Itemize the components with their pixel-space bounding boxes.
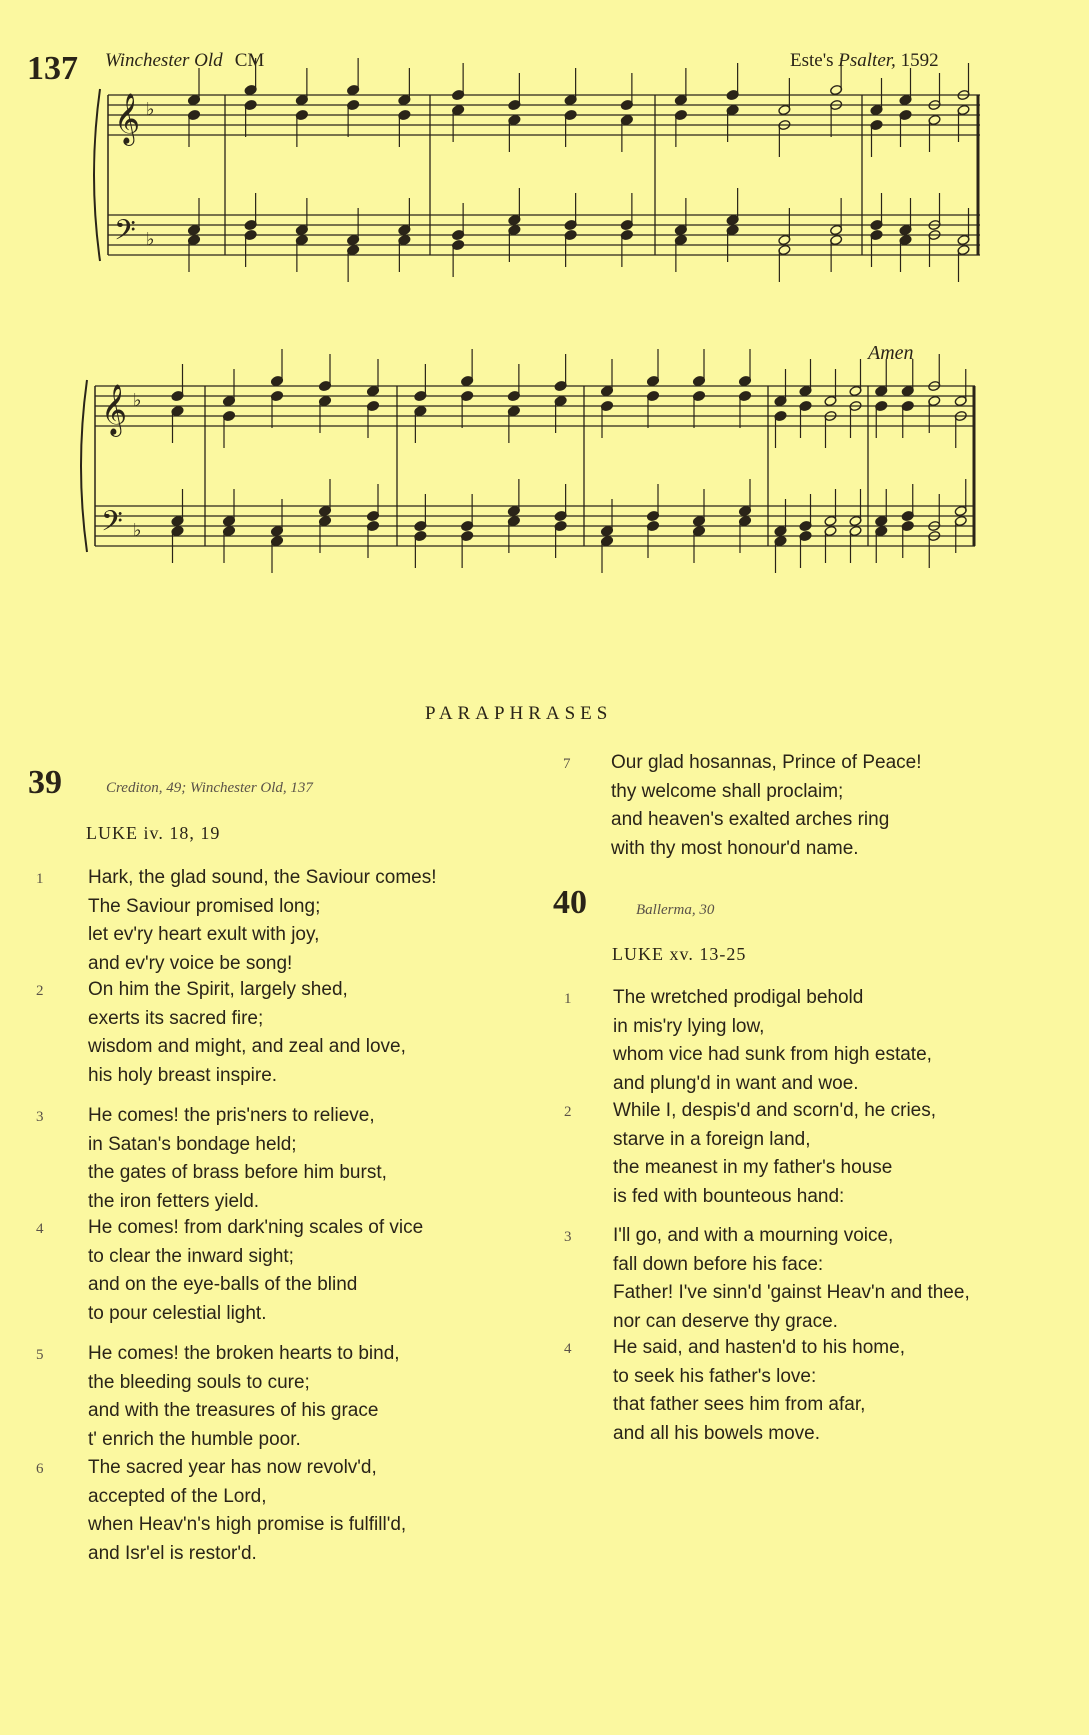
verse-line: is fed with bounteous hand:: [613, 1185, 845, 1207]
verse-line: The wretched prodigal behold: [613, 987, 864, 1008]
verse-number: 2: [36, 983, 44, 999]
verse-line: While I, despis'd and scorn'd, he cries,: [613, 1100, 937, 1121]
paraphrase-39-scripture: LUKE iv. 18, 19: [86, 823, 221, 843]
section-title: PARAPHRASES: [425, 703, 613, 724]
verse-line: and on the eye-balls of the blind: [88, 1274, 358, 1295]
verse-number: 2: [564, 1104, 572, 1120]
verse-line: and ev'ry voice be song!: [88, 952, 293, 974]
verse-line: The Saviour promised long;: [88, 895, 321, 917]
clef: 𝄞: [101, 384, 128, 435]
verse-line: to seek his father's love:: [613, 1365, 817, 1387]
verse-line: to clear the inward sight;: [88, 1245, 294, 1267]
source-year: 1592: [900, 50, 939, 71]
verse: [88, 1454, 406, 1568]
verse: [88, 1340, 400, 1454]
verse: [88, 1102, 387, 1216]
key-flat: ♭: [146, 229, 155, 249]
paraphrase-40-tunes: Ballerma, 30: [636, 902, 715, 918]
verse-line: and plung'd in want and woe.: [613, 1072, 859, 1094]
key-flat: ♭: [133, 520, 142, 540]
verse-line: in mis'ry lying low,: [613, 1015, 765, 1037]
verse-number: 1: [564, 991, 572, 1007]
verse-line: the bleeding souls to cure;: [88, 1371, 310, 1393]
verse: [613, 1222, 970, 1336]
verse-line: The sacred year has now revolv'd,: [88, 1457, 377, 1478]
verse-line: to pour celestial light.: [88, 1302, 267, 1324]
verse-line: his holy breast inspire.: [88, 1064, 278, 1086]
verse-line: whom vice had sunk from high estate,: [613, 1044, 932, 1065]
verse-line: Father! I've sinn'd 'gainst Heav'n and thee,: [613, 1282, 970, 1303]
verse-line: He said, and hasten'd to his home,: [613, 1337, 905, 1358]
meter: CM: [234, 50, 265, 71]
verse-number: 5: [36, 1347, 44, 1363]
clef: 𝄢: [101, 505, 123, 545]
verse-line: and Isr'el is restor'd.: [88, 1542, 257, 1564]
verse-number: 3: [564, 1229, 572, 1245]
verse-line: when Heav'n's high promise is fulfill'd,: [88, 1514, 407, 1535]
verse: [88, 976, 406, 1090]
source-name: Este's: [790, 50, 834, 71]
verse-line: with thy most honour'd name.: [611, 837, 859, 859]
clef: 𝄢: [114, 214, 136, 254]
verse-line: Our glad hosannas, Prince of Peace!: [611, 752, 922, 773]
hymn-number: 137: [27, 50, 78, 87]
verse-line: the gates of brass before him burst,: [88, 1162, 387, 1183]
verse-number: 1: [36, 871, 44, 887]
verse-line: He comes! the broken hearts to bind,: [88, 1343, 400, 1364]
verse: [611, 749, 922, 863]
verse-line: exerts its sacred fire;: [88, 1007, 264, 1029]
verse-line: He comes! the pris'ners to relieve,: [88, 1105, 375, 1126]
verse-line: and with the treasures of his grace: [88, 1400, 379, 1421]
verse-line: He comes! from dark'ning scales of vice: [88, 1217, 424, 1238]
key-flat: ♭: [146, 99, 155, 119]
clef: 𝄞: [114, 93, 141, 144]
verse-line: nor can deserve thy grace.: [613, 1310, 838, 1332]
system-brace: [94, 89, 100, 261]
verse-line: and all his bowels move.: [613, 1422, 820, 1444]
verse-line: thy welcome shall proclaim;: [611, 780, 844, 802]
verse: [88, 864, 437, 978]
verse-line: wisdom and might, and zeal and love,: [88, 1036, 406, 1057]
verse-line: the iron fetters yield.: [88, 1190, 260, 1212]
verse-number: 4: [564, 1341, 572, 1357]
amen-label: Amen: [868, 342, 914, 364]
verse: [613, 984, 932, 1098]
verse-line: in Satan's bondage held;: [88, 1133, 297, 1155]
verse-line: Hark, the glad sound, the Saviour comes!: [88, 867, 437, 888]
verse-line: fall down before his face:: [613, 1253, 824, 1275]
verse-line: let ev'ry heart exult with joy,: [88, 924, 320, 945]
verse-line: accepted of the Lord,: [88, 1485, 267, 1507]
verse: [613, 1334, 905, 1448]
verse-line: I'll go, and with a mourning voice,: [613, 1225, 894, 1246]
paraphrase-39-number: 39: [28, 764, 62, 801]
verse-line: On him the Spirit, largely shed,: [88, 979, 348, 1000]
verse-line: and heaven's exalted arches ring: [611, 809, 890, 830]
verse-number: 4: [36, 1221, 44, 1237]
verse-number: 7: [563, 756, 571, 772]
verse: [613, 1097, 936, 1211]
verse-number: 3: [36, 1109, 44, 1125]
verse: [88, 1214, 423, 1328]
verse-line: the meanest in my father's house: [613, 1157, 893, 1178]
source-title: Psalter,: [838, 50, 896, 71]
paraphrase-40-number: 40: [553, 884, 587, 921]
music-score: [0, 0, 1089, 600]
paraphrase-40-scripture: LUKE xv. 13-25: [612, 944, 747, 964]
verse-line: starve in a foreign land,: [613, 1128, 811, 1150]
verse-line: that father sees him from afar,: [613, 1394, 866, 1415]
verse-line: t' enrich the humble poor.: [88, 1428, 301, 1450]
system-brace: [81, 380, 87, 552]
paraphrase-39-tunes: Crediton, 49; Winchester Old, 137: [106, 780, 313, 796]
tune-name: Winchester Old: [105, 50, 223, 71]
key-flat: ♭: [133, 390, 142, 410]
verse-number: 6: [36, 1461, 44, 1477]
